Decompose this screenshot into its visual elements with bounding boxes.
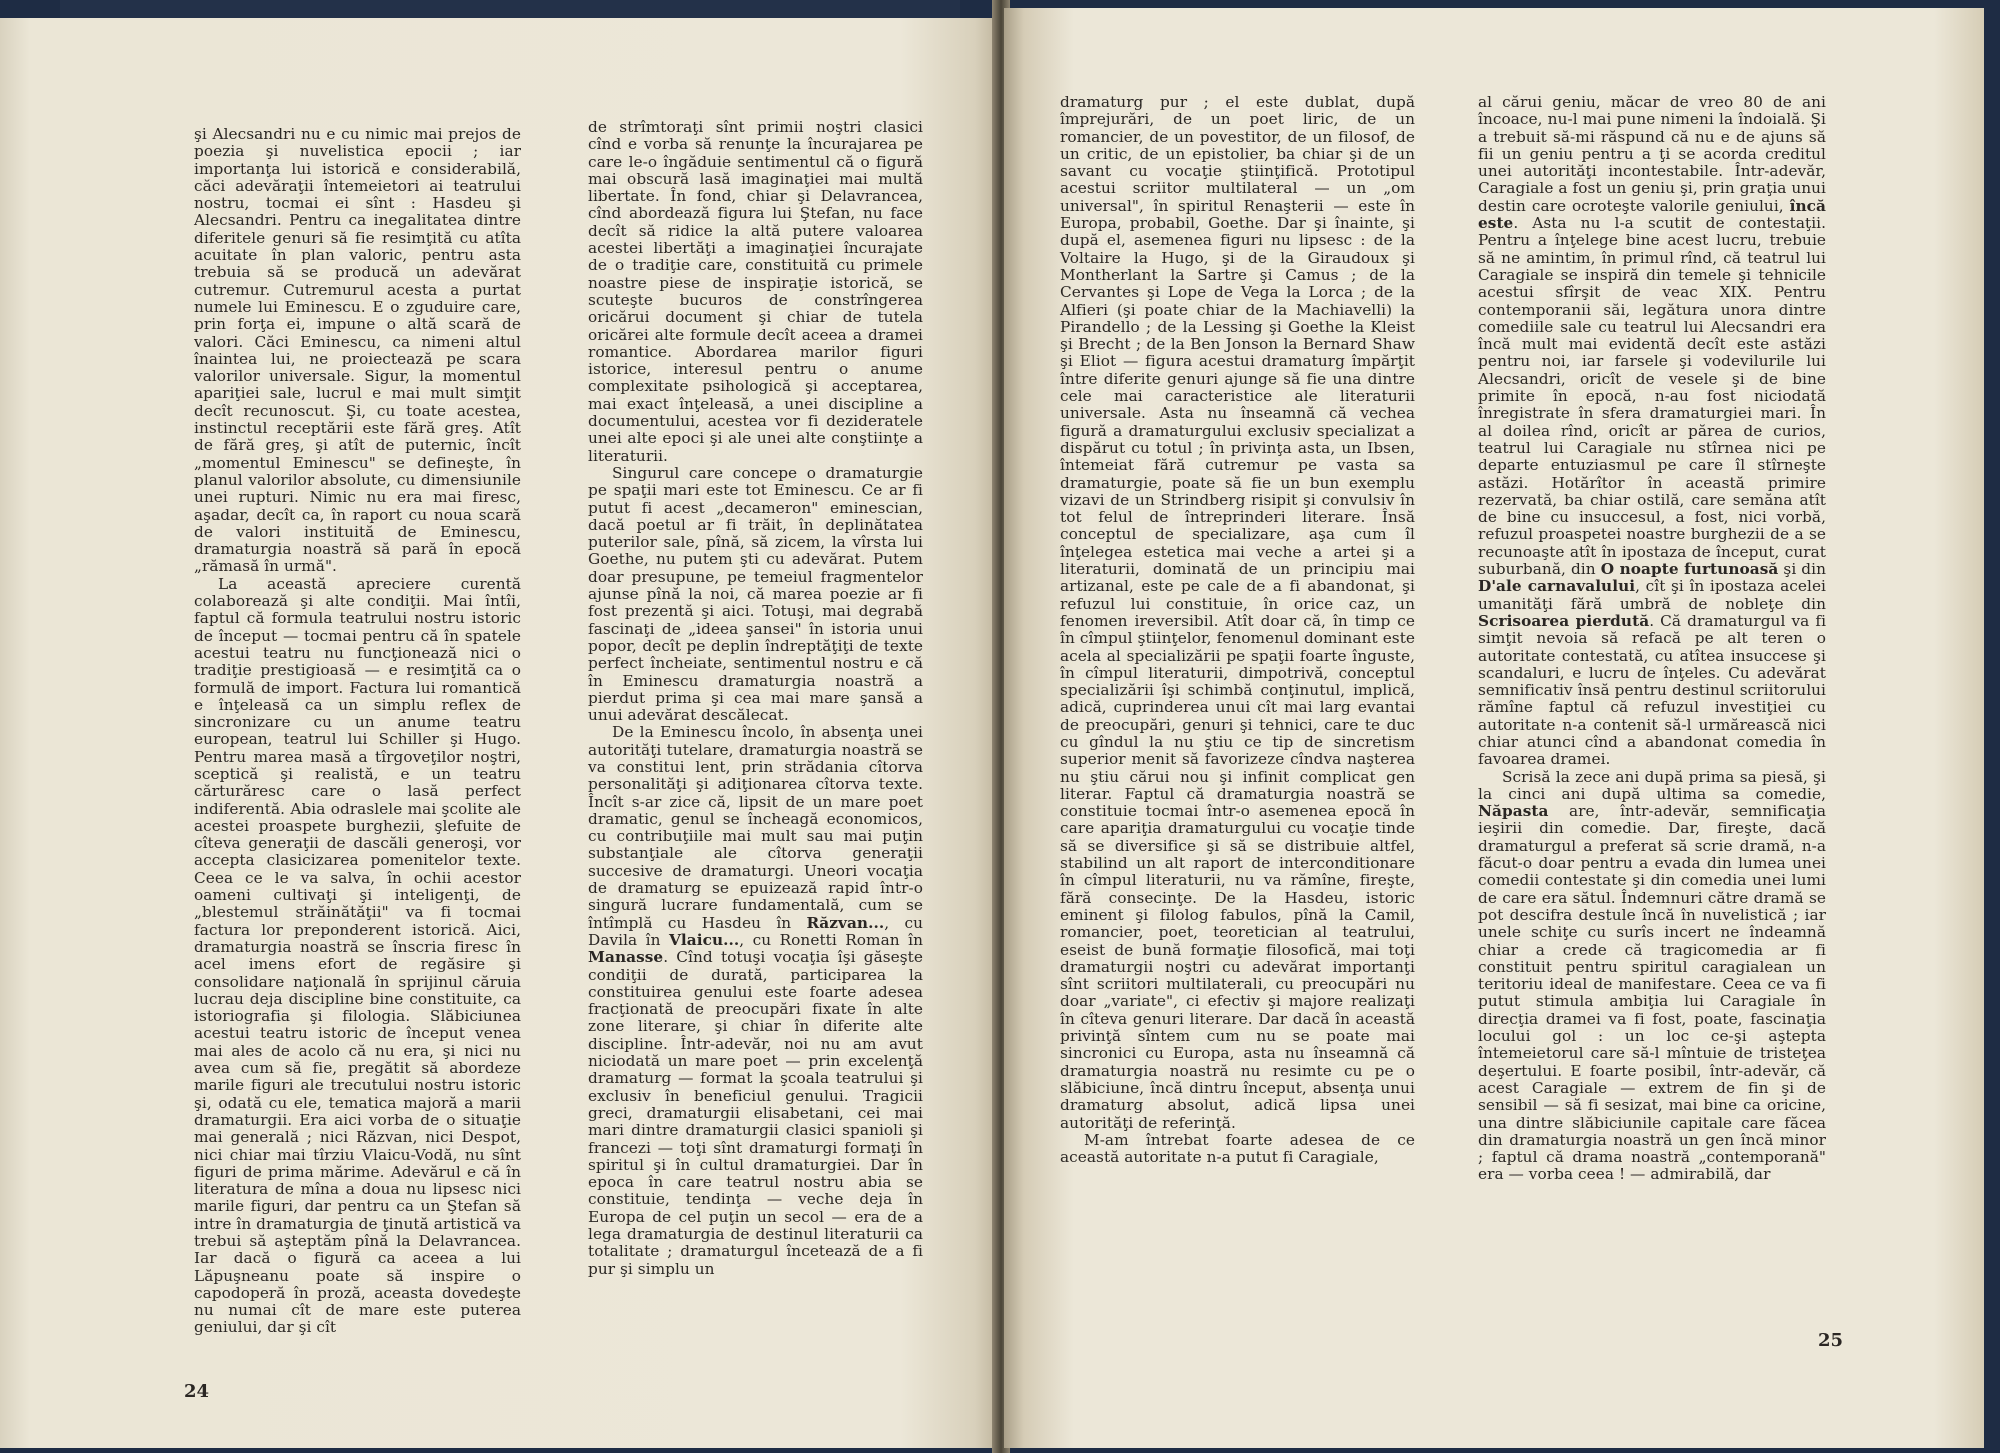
paragraph: La această apreciere curentă colaborează şi alte condiţii. Mai întîi, faptul că formula teatrului nostru istoric de început — tocmai pentru că în spatele acestui teatru nu funcţionează nici o tradiţie prestigioasă — e resimţită ca o formulă de import. Factura lui romantică e înţeleasă ca un simplu reflex de sincronizare cu un anume teatru european, teatrul lui Schiller şi Hugo. Pentru marea masă a tîrgoveţilor noştri, sceptică şi realistă, e un teatru cărturăresc care o lasă perfect indiferentă. Abia odraslele mai şcolite ale acestei proaspete burghezii, şlefuite de cîteva generaţii de dascăli generoşi, vor accepta clasicizarea pomenitelor texte. Ceea ce le va salva, în ochii acestor oameni cultivaţi şi inteligenţi, de „blestemul străinătăţii" va fi tocmai factura lor preponderent istorică. Aici, dramaturgia noastră se înscria firesc în acel imens efort de regăsire şi consolidare naţională în sprijinul căruia lucrau deja discipline bine constituite, ca istoriografia şi filologia. Slăbiciunea acestui teatru istoric de început venea mai ales de acolo că nu era, şi nici nu avea cum să fie, pregătit să abordeze marile figuri ale trecutului nostru istoric şi, odată cu ele, tematica majoră a marii dramaturgii. Era aici vorba de o situaţie mai generală ; nici Răzvan, nici Despot, nici chiar mai tîrziu Vlaicu-Vodă, nu sînt figuri de prima mărime. Adevărul e că în literatura de mîna a doua nu lipsesc nici marile figuri, dar pentru ca un Ştefan să intre în dramaturgia de ţinută artistică va trebui să aşteptăm pînă la Delavrancea. Iar dacă o figură ca aceea a lui Lăpuşneanu poate să inspire o capodoperă în proză, aceasta dovedeşte nu numai cît de mare este puterea geniului, dar şi cît [194, 574, 521, 1337]
text-run: , cu Ronetti Roman în [739, 930, 923, 949]
paragraph: şi Alecsandri nu e cu nimic mai prejos de poezia şi nuvelistica epocii ; iar importanţa lui istorică e considerabilă, căci adevăraţii întemeietori ai teatrului nostru, tocmai ei sînt : Hasdeu şi Alecsandri. Pentru ca inegalitatea dintre diferitele genuri să fie resimţită cu atîta acuitate în plan valoric, pentru asta trebuia să se producă un adevărat cutremur. Cutremurul acesta a purtat numele lui Eminescu. E o zguduire care, prin forţa ei, impune o altă scară de valori. Căci Eminescu, ca nimeni altul înaintea lui, ne proiectează pe scara valorilor universale. Sigur, la momentul apariţiei sale, lucrul e mai mult simţit decît recunoscut. Şi, cu toate acestea, instinctul receptării este fără greş. Atît de fără greş, şi atît de puternic, încît „momentul Eminescu" se defineşte, în planul valorilor absolute, cu dimensiunile unei rupturi. Nimic nu era mai firesc, aşadar, decît ca, în raport cu noua scară de valori instituită de Eminescu, dramaturgia noastră să pară în epocă „rămasă în urmă". [194, 125, 521, 576]
text-run: , cu Davila în [588, 913, 923, 949]
bold-title: O noapte furtunoasă [1600, 560, 1779, 579]
left-page [0, 18, 1000, 1448]
bold-title: Răzvan... [806, 913, 885, 932]
bold-title: D'ale carnavalului [1478, 577, 1636, 596]
text-run: De la Eminescu încolo, în absenţa unei autorităţi tutelare, dramaturgia noastră se va constitui lent, prin strădania cîtorva personalităţi şi adiţionarea cîtorva texte. Încît s-ar zice că, lipsit de un mare poet dramatic, genul se încheagă economicos, cu contribuţiile mai mult sau mai puţin substanţiale ale cîtorva generaţii succesive de dramaturgi. Uneori vocaţia de dramaturg se epuizează rapid într-o singură lucrare fundamentală, cum se întîmplă cu Hasdeu în [588, 723, 923, 932]
paragraph: dramaturg pur ; el este dublat, după împrejurări, de un poet liric, de un romancier, de un povestitor, de un filosof, de un critic, de un epistolier, ba chiar şi de un savant cu vocaţie ştiinţifică. Prototipul acestui scriitor multilateral — un „om universal", în spiritul Renaşterii — este în Europa, probabil, Goethe. Dar şi înainte, şi după el, asemenea figuri nu lipsesc : de la Voltaire la Hugo, şi de la Giraudoux şi Montherlant la Sartre şi Camus ; de la Cervantes şi Lope de Vega la Lorca ; de la Alfieri (şi poate chiar de la Machiavelli) la Pirandello ; de la Lessing şi Goethe la Kleist şi Brecht ; de la Ben Jonson la Bernard Shaw şi Eliot — figura acestui dramaturg împărţit între diferite genuri ajunge să fie una dintre cele mai caracteristice ale literaturii universale. Asta nu înseamnă că vechea figură a dramaturgului exclusiv specializat a dispărut cu totul ; în privinţa asta, un Ibsen, întemeiat fără cutremur pe vasta sa dramaturgie, poate să fie un bun exemplu vizavi de un Strindberg risipit şi convulsiv în tot felul de întreprinderi literare. Însă conceptul de specializare, aşa cum îl înţelegea estetica mai veche a artei şi a literaturii, dominată de un principiu mai artizanal, este pe cale de a fi abandonat, şi refuzul lui constituie, în orice caz, un fenomen ireversibil. Atît doar că, în timp ce în cîmpul ştiinţelor, fenomenul dominant este acela al specializării pe spaţii foarte înguste, în cîmpul literaturii, dimpotrivă, conceptul specializării îşi schimbă conţinutul, implică, adică, cuprinderea unui cît mai larg evantai de preocupări, genuri şi tehnici, care te duc cu gîndul la nu ştiu ce tip de sincretism superior menit să favorizeze cîndva naşterea nu ştiu cărui nou şi infinit complicat gen literar. Faptul că dramaturgia noastră se constituie tocmai într-o asemenea epocă în care apariţia dramaturgului cu vocaţie tinde să se diversifice şi să se distribuie altfel, stabilind un alt raport de interconditionare în cîmpul literaturii, nu va rămîne, fireşte, fără consecinţe. De la Hasdeu, istoric eminent şi filolog fabulos, pînă la Camil, romancier, poet, teoretician al teatrului, eseist de bună formaţie filosofică, mai toţi dramaturgii noştri cu adevărat importanţi sînt scriitori multilaterali, cu preocupări nu doar „variate", ci efectiv şi majore realizaţi în cîteva genuri literare. Dar dacă în această privinţă sîntem cum nu se poate mai sincronici cu Europa, asta nu înseamnă că dramaturgia noastră nu resimte cu pe o slăbiciune, încă dintru început, absenţa unui dramaturg absolut, adică lipsa unei autorităţi de referinţă. [1060, 93, 1415, 1132]
paragraph [588, 119, 923, 465]
paragraph [1478, 769, 1826, 1184]
page-number: 25 [1818, 1330, 1844, 1351]
bold-title: Vlaicu... [669, 930, 740, 949]
text-run: şi din [1778, 560, 1826, 579]
bold-title: Năpasta [1478, 802, 1549, 821]
left-page-column-1 [194, 126, 521, 1337]
paragraph [588, 724, 923, 1278]
book-cover-edge [60, 0, 960, 18]
right-page [1004, 8, 1984, 1448]
page-number: 24 [184, 1381, 210, 1402]
bold-phrase: încă este [1478, 196, 1826, 233]
paragraph: Singurul care concepe o dramaturgie pe spaţii mari este tot Eminescu. Ce ar fi putut fi acest „decameron" eminescian, dacă poetul ar fi trăit, în deplinătatea puterilor sale, pînă, să zicem, la vîrsta lui Goethe, nu putem şti cu adevărat. Putem doar presupune, pe temeiul fragmentelor ajunse pînă la noi, că marea poezie ar fi fost prezentă şi aici. Totuşi, mai degrabă fascinaţi de „ideea şansei" în istoria unui popor, decît pe deplin îndreptăţiţi de texte perfect încheiate, sentimentul nostru e că în Eminescu dramaturgia noastră a pierdut prima şi cea mai mare şansă a unui adevărat descălecat. [588, 463, 923, 725]
text-run: . Cînd totuşi vocaţia îşi găseşte condiţii de durată, participarea la constituirea genului este foarte adesea fracţionată de preocupări fixate în alte zone literare, şi chiar în diferite alte discipline. Într-adevăr, noi nu am avut niciodată un mare poet — prin excelenţă dramaturg — format la şcoala teatrului şi exclusiv în beneficiul genului. Tragicii greci, dramaturgii elisabetani, cei mai mari dintre dramaturgii clasici spanioli şi francezi — toţi sînt dramaturgi formaţi în spiritul şi în cultul dramaturgiei. Dar în epoca în care teatrul nostru abia se constituie, tendinţa — veche deja în Europa de cel puţin un secol — era de a lega dramaturgia de destinul literaturii ca totalitate ; dramaturgul încetează de a fi pur şi simplu un [588, 948, 923, 1278]
text-run: . Că dramaturgul va fi simţit nevoia să refacă pe alt teren o autoritate contestată, cu atîtea insuccese şi scandaluri, e lucru de înţeles. Cu adevărat semnificativ însă pentru destinul scriitorului rămîne faptul că refuzul investiţiei cu autoritate n-a contenit să-l urmărească nici chiar atunci cînd a abandonat comedia în favoarea dramei. [1478, 611, 1827, 769]
bold-title: Scrisoarea pierdută [1478, 611, 1650, 630]
text-run: al cărui geniu, măcar de vreo 80 de ani încoace, nu-l mai pune nimeni la îndoială. Şi a trebuit să-mi răspund că nu e de ajuns să fii un geniu pentru a ţi se acorda creditul unei autorităţi incontestabile. Într-adevăr, Caragiale a fost un geniu şi, prin graţia unui destin care ocroteşte valorile geniului, [1478, 93, 1826, 215]
left-page-column-2 [588, 119, 923, 1278]
right-page-column-1 [1060, 94, 1415, 1166]
text-run: . Asta nu l-a scutit de contestaţii. Pentru a înţelege bine acest lucru, trebuie să ne amintim, în primul rînd, că teatrul lui Caragiale se inspiră din temele şi tehnicile acestui sfîrşit de veac XIX. Pentru contemporanii săi, legătura unora dintre comediile sale cu teatrul lui Alecsandri era încă mult mai evidentă decît este astăzi pentru noi, iar farsele şi vodevilurile lui Alecsandri, oricît de vesele şi de bine primite în epocă, n-au fost niciodată înregistrate în sfera dramaturgiei mari. În al doilea rînd, oricît ar părea de curios, teatrul lui Caragiale nu stîrnea nici pe departe entuziasmul pe care îl stîrneşte astăzi. Hotărîtor în această primire rezervată, ba chiar ostilă, care semăna atît de bine cu insuccesul, a fost, nici vorbă, refuzul proaspetei noastre burghezii de a se recunoaşte atît în ipostaza de început, curat suburbană, din [1478, 214, 1826, 579]
paragraph: M-am întrebat foarte adesea de ce această autoritate n-a putut fi Caragiale, [1060, 1130, 1415, 1167]
text-run: , cît şi în ipostaza acelei umanităţi fără umbră de nobleţe din [1478, 577, 1826, 613]
text-run: de strîmtoraţi sînt primii noştri clasici cînd e vorba să renunţe la încurajarea pe care le-o îngăduie sentimentul că o figură mai obscură lasă imaginaţiei mai multă libertate. În fond, chiar şi Delavrancea, cînd abordează figura lui Ştefan, nu face decît să ridice la altă putere valoarea acestei libertăţi a imaginaţiei încurajate de o tradiţie care, constituită cu primele noastre piese de inspiraţie istorică, se scuteşte bucuros de constrîngerea oricărui document şi chiar de tutela oricărei alte formule decît aceea a dramei romantice. Abordarea marilor figuri istorice, interesul pentru o anume complexitate psihologică şi acceptarea, mai exact înţeleasă, a unei discipline a documentului, acestea vor fi dezideratele unei alte epoci şi ale unei alte conştiinţe a literaturii. [588, 118, 923, 465]
text-run: Scrisă la zece ani după prima sa piesă, şi la cinci ani după ultima sa comedie, [1478, 767, 1826, 803]
paragraph [1478, 94, 1826, 769]
right-page-column-2 [1478, 94, 1826, 1184]
text-run: are, într-adevăr, semnificaţia ieşirii din comedie. Dar, fireşte, dacă dramaturgul a preferat să scrie dramă, n-a făcut-o doar pentru a evada din lumea unei comedii contestate şi din comedia unei lumi de care era sătul. Îndemnuri către dramă se pot descifra destule încă în nuvelistică ; iar unele schiţe cu surîs incert ne îndeamnă chiar a crede că tragicomedia ar fi constituit pentru spiritul caragialean un teritoriu ideal de manifestare. Ceea ce va fi putut stimula ambiţia lui Caragiale în direcţia dramei va fi fost, poate, fascinaţia locului gol : un loc ce-şi aştepta întemeietorul care să-l mîntuie de tristeţea deşertului. E foarte posibil, într-adevăr, că acest Caragiale — extrem de fin şi de sensibil — să fi sesizat, mai bine ca oricine, una dintre slăbiciunile capitale care făcea din dramaturgia noastră un gen încă minor ; faptul că drama noastră „contemporană" era — vorba ceea ! — admirabilă, dar [1478, 802, 1826, 1184]
bold-title: Manasse [588, 948, 664, 967]
